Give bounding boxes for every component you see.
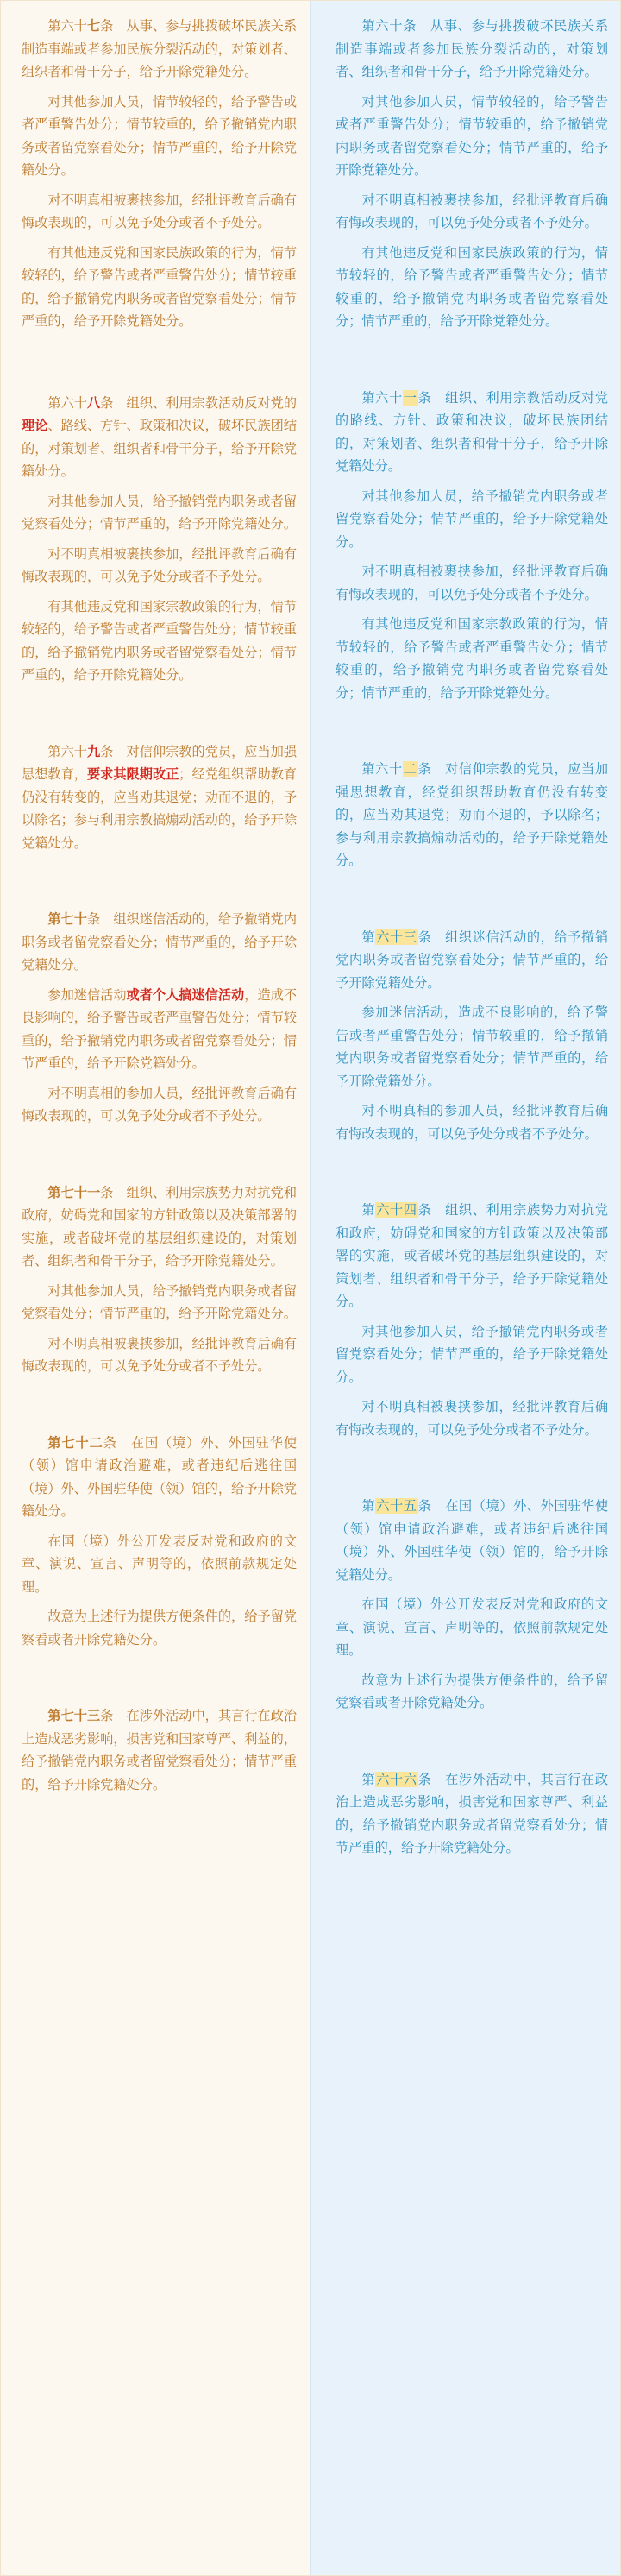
article [22, 1704, 297, 1796]
text-segment: 参加迷信活动 [47, 986, 127, 1003]
article [22, 15, 297, 333]
text-segment: 第六十条 从事、参与挑拨破坏民族关系制造事端或者参加民族分裂活动的，对策划者、组织者和骨干分子，给予开除党籍处分。 [336, 18, 608, 79]
article-heading-paragraph [336, 926, 608, 995]
article-paragraph [336, 1320, 608, 1389]
article-paragraph [22, 1082, 297, 1128]
text-segment: 对不明真相被裹挟参加，经批评教育后确有悔改表现的，可以免予处分或者不予处分。 [22, 192, 297, 230]
text-segment: 第六十 [47, 394, 87, 411]
article-paragraph [22, 490, 297, 536]
article [336, 758, 608, 872]
article-paragraph [22, 984, 297, 1075]
text-segment: 有其他违反党和国家民族政策的行为，情节较轻的，给予警告或者严重警告处分；情节较重的，给予撤销党内职务或者留党察看处分；情节严重的，给予开除党籍处分。 [22, 244, 297, 329]
text-segment: 第 [361, 1771, 376, 1787]
text-segment: 第六十 [361, 389, 403, 406]
text-segment: 条 组织、利用宗教活动反对党的 [100, 394, 298, 411]
text-segment: 对其他参加人员，给予撤销党内职务或者留党察看处分；情节严重的，给予开除党籍处分。 [22, 493, 297, 532]
text-segment: 第七十二 [47, 1434, 104, 1451]
article-heading-paragraph [336, 1495, 608, 1586]
text-segment: 条 对信仰宗教的党员，应当加强思想教育， [22, 743, 298, 782]
text-segment: 第 [361, 1498, 376, 1514]
article-number-highlight: 六十五 [376, 1498, 417, 1514]
text-segment: 条 在国（境）外、外国驻华使（领）馆申请政治避难，或者违纪后逃往国（境）外、外国驻华使（领）馆的，给予开除党籍处分。 [22, 1434, 298, 1519]
article-heading-paragraph [22, 908, 297, 977]
text-segment: 故意为上述行为提供方便条件的，给予留党察看或者开除党籍处分。 [22, 1609, 297, 1647]
article-paragraph [336, 1001, 608, 1093]
text-segment: 条 在涉外活动中，其言行在政治上造成恶劣影响，损害党和国家尊严、利益的，给予撤销党内职务或者留党察看处分；情节严重的，给予开除党籍处分。 [336, 1771, 609, 1855]
article-paragraph [336, 1099, 608, 1145]
text-segment: 第六十 [47, 18, 87, 34]
article-paragraph [22, 91, 297, 182]
article-heading-paragraph [22, 1432, 297, 1523]
article [336, 387, 608, 705]
article-paragraph [22, 1530, 297, 1599]
text-segment: 对其他参加人员，给予撤销党内职务或者留党察看处分；情节严重的，给予开除党籍处分。 [336, 1323, 608, 1385]
revised-text: 要求其限期改正 [86, 766, 179, 782]
text-segment: 条 组织、利用宗教活动反对党的路线、方针、政策和决议，破坏民族团结的，对策划者、组织者和骨干分子，给予开除党籍处分。 [336, 389, 609, 474]
text-segment: 对不明真相的参加人员，经批评教育后确有悔改表现的，可以免予处分或者不予处分。 [336, 1103, 608, 1142]
text-segment: 条 在国（境）外、外国驻华使（领）馆申请政治避难，或者违纪后逃往国（境）外、外国驻华使（领）馆的，给予开除党籍处分。 [336, 1498, 609, 1583]
text-segment: 第 [361, 929, 376, 945]
revised-text: 理论 [22, 418, 48, 433]
text-segment: 对不明真相被裹挟参加，经批评教育后确有悔改表现的，可以免予处分或者不予处分。 [336, 564, 608, 602]
article-paragraph [22, 242, 297, 333]
article-paragraph [336, 91, 608, 182]
text-segment: 、路线、方针、政策和决议，破坏民族团结的，对策划者、组织者和骨干分子，给予开除党籍处分。 [22, 418, 298, 479]
article-heading-paragraph [22, 1181, 297, 1273]
text-segment: 七 [86, 18, 101, 34]
article-heading-paragraph [336, 1768, 608, 1860]
text-segment: 故意为上述行为提供方便条件的，给予留党察看或者开除党籍处分。 [336, 1672, 608, 1710]
text-segment: 在国（境）外公开发表反对党和政府的文章、演说、宣言、声明等的，依照前款规定处理。 [22, 1533, 297, 1595]
article [336, 15, 608, 333]
text-segment: 第七十三 [47, 1708, 101, 1723]
text-segment: ，造成不良影响的，给予警告或者严重警告处分；情节较重的，给予撤销党内职务或者留党察看处分；情节严重的，给予开除党籍处分。 [22, 986, 298, 1071]
text-segment: 对不明真相的参加人员，经批评教育后确有悔改表现的，可以免予处分或者不予处分。 [22, 1085, 297, 1124]
article-number-highlight: 六十六 [376, 1771, 417, 1787]
text-segment: 对其他参加人员，情节较轻的，给予警告或者严重警告处分；情节较重的，给予撤销党内职务或者留党察看处分；情节严重的，给予开除党籍处分。 [22, 93, 297, 178]
text-segment: 条 对信仰宗教的党员，应当加强思想教育，经党组织帮助教育仍没有转变的，应当劝其退党；劝而不退的，予以除名；参与利用宗教搞煽动活动的，给予开除党籍处分。 [336, 761, 609, 868]
text-segment: 条 组织、利用宗族势力对抗党和政府，妨碍党和国家的方针政策以及决策部署的实施，或者破坏党的基层组织建设的，对策划者、组织者和骨干分子，给予开除党籍处分。 [22, 1184, 298, 1269]
text-segment: 在国（境）外公开发表反对党和政府的文章、演说、宣言、声明等的，依照前款规定处理。 [336, 1597, 608, 1658]
article [336, 926, 608, 1146]
article-paragraph [336, 485, 608, 554]
article-heading-paragraph [22, 1704, 297, 1796]
text-segment: 条 组织迷信活动的，给予撤销党内职务或者留党察看处分；情节严重的，给予开除党籍处分。 [336, 929, 609, 991]
article-heading-paragraph [22, 740, 297, 855]
article-number-highlight: 二 [403, 761, 417, 777]
article [336, 1768, 608, 1860]
article-heading-paragraph [336, 758, 608, 872]
article-number-highlight: 六十四 [376, 1202, 417, 1218]
article-paragraph [22, 1332, 297, 1378]
article-heading-paragraph [336, 15, 608, 84]
revised-text: 九 [86, 743, 101, 759]
article-paragraph [22, 1605, 297, 1651]
text-segment: 有其他违反党和国家民族政策的行为，情节较轻的，给予警告或者严重警告处分；情节较重的，给予撤销党内职务或者留党察看处分；情节严重的，给予开除党籍处分。 [336, 244, 608, 329]
article-heading-paragraph [22, 15, 297, 84]
text-segment: 对不明真相被裹挟参加，经批评教育后确有悔改表现的，可以免予处分或者不予处分。 [22, 545, 297, 584]
text-segment: 对其他参加人员，给予撤销党内职务或者留党察看处分；情节严重的，给予开除党籍处分。 [336, 488, 608, 550]
old-version-column [310, 1, 620, 2575]
article-heading-paragraph [22, 392, 297, 483]
article-paragraph [22, 595, 297, 687]
article-heading-paragraph [336, 1199, 608, 1313]
new-version-column [1, 1, 310, 2575]
article-number-highlight: 一 [403, 389, 417, 406]
text-segment: 第七十 [47, 911, 87, 927]
text-segment: ；经党组织帮助教育仍没有转变的，应当劝其退党；劝而不退的，予以除名；参与利用宗教搞煽动活动的，给予开除党籍处分。 [22, 766, 298, 851]
article-paragraph [336, 560, 608, 606]
text-segment: 条 组织迷信活动的，给予撤销党内职务或者留党察看处分；情节严重的，给予开除党籍处分。 [22, 911, 298, 973]
revised-text: 或者个人搞迷信活动 [126, 986, 245, 1003]
article [22, 740, 297, 855]
text-segment: 对不明真相被裹挟参加，经批评教育后确有悔改表现的，可以免予处分或者不予处分。 [336, 1399, 608, 1438]
article [336, 1199, 608, 1441]
article [22, 1181, 297, 1378]
text-segment: 条 在涉外活动中，其言行在政治上造成恶劣影响，损害党和国家尊严、利益的，给予撤销党内职务或者留党察看处分；情节严重的，给予开除党籍处分。 [22, 1708, 298, 1792]
article-heading-paragraph [336, 387, 608, 478]
text-segment: 第六十 [361, 761, 403, 777]
article-paragraph [22, 543, 297, 589]
article-paragraph [336, 242, 608, 333]
text-segment: 参加迷信活动，造成不良影响的，给予警告或者严重警告处分；情节较重的，给予撤销党内职务或者留党察看处分；情节严重的，给予开除党籍处分。 [336, 1005, 608, 1089]
article-paragraph [22, 189, 297, 235]
text-segment: 对不明真相被裹挟参加，经批评教育后确有悔改表现的，可以免予处分或者不予处分。 [336, 192, 608, 230]
revised-text: 八 [86, 394, 101, 411]
article-paragraph [336, 613, 608, 704]
article [22, 908, 297, 1128]
text-segment: 有其他违反党和国家宗教政策的行为，情节较轻的，给予警告或者严重警告处分；情节较重的，给予撤销党内职务或者留党察看处分；情节严重的，给予开除党籍处分。 [22, 598, 297, 683]
article-number-highlight: 六十三 [376, 929, 417, 945]
text-segment: 有其他违反党和国家宗教政策的行为，情节较轻的，给予警告或者严重警告处分；情节较重的，给予撤销党内职务或者留党察看处分；情节严重的，给予开除党籍处分。 [336, 616, 608, 701]
article [22, 1432, 297, 1652]
text-segment: 第七十一 [47, 1184, 101, 1200]
article-paragraph [336, 1669, 608, 1715]
text-segment: 条 组织、利用宗族势力对抗党和政府，妨碍党和国家的方针政策以及决策部署的实施，或者破坏党的基层组织建设的，对策划者、组织者和骨干分子，给予开除党籍处分。 [336, 1202, 609, 1309]
text-segment: 对不明真相被裹挟参加，经批评教育后确有悔改表现的，可以免予处分或者不予处分。 [22, 1335, 297, 1374]
text-segment: 对其他参加人员，情节较轻的，给予警告或者严重警告处分；情节较重的，给予撤销党内职务或者留党察看处分；情节严重的，给予开除党籍处分。 [336, 93, 608, 178]
article-paragraph [336, 1395, 608, 1441]
text-segment: 对其他参加人员，给予撤销党内职务或者留党察看处分；情节严重的，给予开除党籍处分。 [22, 1282, 297, 1321]
article-paragraph [336, 1593, 608, 1662]
article [336, 1495, 608, 1715]
text-segment: 第 [361, 1202, 376, 1218]
article-paragraph [22, 1280, 297, 1326]
article [22, 392, 297, 687]
text-segment: 条 从事、参与挑拨破坏民族关系制造事端或者参加民族分裂活动的，对策划者、组织者和骨干分子，给予开除党籍处分。 [22, 18, 298, 79]
text-segment: 第六十 [47, 743, 87, 759]
article-paragraph [336, 189, 608, 235]
